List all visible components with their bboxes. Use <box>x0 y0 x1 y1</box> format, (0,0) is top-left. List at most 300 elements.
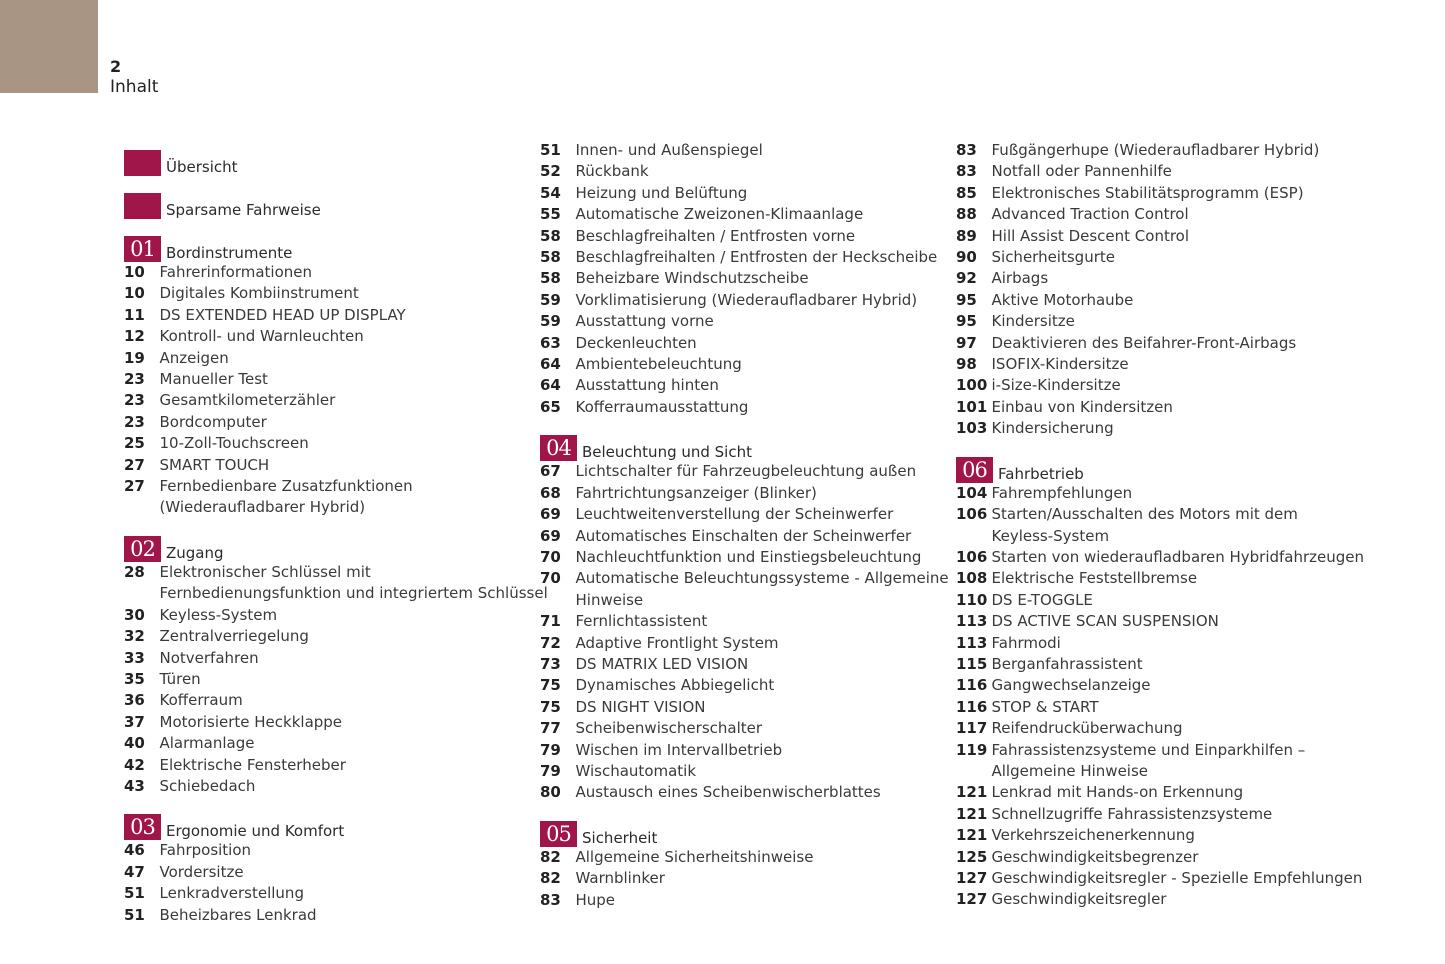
toc-entry-line: DS EXTENDED HEAD UP DISPLAY <box>159 305 406 324</box>
toc-entry[interactable] <box>540 461 949 482</box>
toc-entry-line: Digitales Kombiinstrument <box>159 284 359 303</box>
toc-entry-line: Fahrtrichtungsanzeiger (Blinker) <box>575 483 817 502</box>
toc-page-number: 97 <box>956 333 977 352</box>
toc-entry[interactable] <box>540 333 949 354</box>
toc-entry-text <box>160 605 278 626</box>
toc-entry-line: ISOFIX-Kindersitze <box>991 355 1129 374</box>
toc-entry[interactable] <box>540 740 949 761</box>
toc-page-number: 47 <box>124 862 145 881</box>
chapter-badge: 02 <box>124 536 161 562</box>
toc-entry-text <box>992 654 1143 675</box>
toc-page-number: 27 <box>124 477 145 496</box>
toc-entry[interactable] <box>956 354 1364 375</box>
toc-entry-text <box>992 247 1115 268</box>
toc-entry-text <box>992 568 1198 589</box>
toc-page-number: 110 <box>956 590 988 609</box>
toc-entry-line: Warnblinker <box>575 869 665 888</box>
toc-entry[interactable] <box>124 905 548 926</box>
toc-page-number: 33 <box>124 648 145 667</box>
toc-entry[interactable] <box>540 697 949 718</box>
toc-entry-line: Fahrposition <box>159 841 252 860</box>
chapter-badge: 06 <box>956 457 993 483</box>
toc-entry[interactable] <box>956 654 1364 675</box>
toc-page-number: 58 <box>540 248 561 267</box>
toc-entry-text <box>992 782 1244 803</box>
toc-entry-line: Zentralverriegelung <box>159 627 309 646</box>
toc-entry[interactable] <box>124 883 548 904</box>
toc-page-number: 92 <box>956 269 977 288</box>
toc-entry[interactable] <box>956 740 1364 783</box>
toc-entry[interactable] <box>124 862 548 883</box>
toc-entry-text <box>160 455 270 476</box>
toc-entry-text <box>160 562 548 605</box>
toc-entry[interactable] <box>956 633 1364 654</box>
toc-entry-line: Kindersicherung <box>991 419 1114 438</box>
section-title: Sparsame Fahrweise <box>166 201 321 219</box>
toc-entry-text <box>576 890 616 911</box>
toc-page-number: 25 <box>124 434 145 453</box>
toc-entry[interactable] <box>124 283 548 304</box>
toc-entry[interactable] <box>956 568 1364 589</box>
toc-page-number: 127 <box>956 869 988 887</box>
toc-entry-text <box>576 633 779 654</box>
toc-entry-text <box>992 697 1099 718</box>
toc-entry[interactable] <box>124 348 548 369</box>
toc-entry-text <box>160 755 346 776</box>
toc-entry[interactable] <box>540 140 949 161</box>
toc-entry-line: Ausstattung hinten <box>575 376 719 395</box>
toc-entry-line: Starten/Ausschalten des Motors mit dem <box>991 505 1298 524</box>
toc-entry-line: Berganfahrassistent <box>991 654 1143 673</box>
toc-entry-text <box>160 690 243 711</box>
toc-entry-line: Geschwindigkeitsbegrenzer <box>991 847 1199 866</box>
toc-page-number: 64 <box>540 355 561 374</box>
toc-page-number: 83 <box>956 162 977 181</box>
toc-entry[interactable] <box>124 412 548 433</box>
toc-entry[interactable] <box>540 354 949 375</box>
toc-entry[interactable] <box>956 782 1364 803</box>
toc-column-2 <box>540 140 949 911</box>
toc-page-number: 73 <box>540 654 561 673</box>
toc-entry[interactable] <box>540 375 949 396</box>
toc-page-number: 82 <box>540 847 561 866</box>
toc-entry[interactable] <box>540 483 949 504</box>
toc-page-number: 59 <box>540 290 561 309</box>
toc-entry-line: Vorklimatisierung (Wiederaufladbarer Hybrid) <box>575 290 918 309</box>
toc-page-number: 89 <box>956 226 977 245</box>
toc-entry-text <box>992 740 1306 783</box>
toc-page-number: 69 <box>540 505 561 524</box>
toc-entry[interactable] <box>956 290 1364 311</box>
toc-entry[interactable] <box>124 433 548 454</box>
toc-entry[interactable] <box>540 868 949 889</box>
toc-entry-text <box>160 305 406 326</box>
toc-entry-line: Schnellzugriffe Fahrassistenzsysteme <box>991 804 1273 823</box>
toc-entry-text <box>992 268 1049 289</box>
toc-entry[interactable] <box>540 654 949 675</box>
toc-entry[interactable] <box>956 397 1364 418</box>
toc-entry-text <box>992 633 1061 654</box>
toc-entry[interactable] <box>956 590 1364 611</box>
toc-page-number: 72 <box>540 633 561 652</box>
toc-entry[interactable] <box>540 568 949 611</box>
toc-entry-line: Adaptive Frontlight System <box>575 633 779 652</box>
toc-page-number: 42 <box>124 755 145 774</box>
toc-page-number: 67 <box>540 462 561 481</box>
toc-page-number: 71 <box>540 612 561 631</box>
toc-entry[interactable] <box>956 140 1364 161</box>
toc-entry[interactable] <box>124 326 548 347</box>
toc-entry[interactable] <box>956 889 1364 910</box>
toc-entry[interactable] <box>124 669 548 690</box>
toc-entry-text <box>576 740 783 761</box>
toc-entry-line: Lenkrad mit Hands-on Erkennung <box>991 783 1244 802</box>
toc-entry-line: Hinweise <box>575 590 644 609</box>
section-title: Zugang <box>166 543 224 562</box>
toc-entry[interactable] <box>540 782 949 803</box>
toc-entry[interactable] <box>956 868 1364 889</box>
toc-section <box>124 804 548 926</box>
toc-entry-text <box>160 883 304 904</box>
toc-entry[interactable] <box>540 311 949 332</box>
section-heading[interactable] <box>124 526 548 562</box>
toc-page-number: 43 <box>124 776 145 795</box>
toc-entry[interactable] <box>540 247 949 268</box>
toc-entry[interactable] <box>540 675 949 696</box>
toc-page-number: 37 <box>124 712 145 731</box>
toc-entry[interactable] <box>956 161 1364 182</box>
toc-entry-line: Automatische Zweizonen-Klimaanlage <box>575 205 864 224</box>
toc-entry[interactable] <box>124 390 548 411</box>
toc-entry-text <box>992 354 1129 375</box>
toc-entry[interactable] <box>956 268 1364 289</box>
toc-entry[interactable] <box>124 840 548 861</box>
toc-entry-text <box>160 262 313 283</box>
toc-entry-text <box>576 311 714 332</box>
toc-entry-text <box>160 905 317 926</box>
toc-entry-line: Keyless-System <box>159 605 278 624</box>
section-heading[interactable] <box>124 140 548 176</box>
toc-entry-line: Deckenleuchten <box>575 333 697 352</box>
toc-entry[interactable] <box>540 268 949 289</box>
toc-entry-line: Keyless-System <box>991 526 1110 545</box>
toc-entry-line: Elektronisches Stabilitätsprogramm (ESP) <box>991 183 1304 202</box>
toc-entry-line: Reifendrucküberwachung <box>991 719 1183 738</box>
toc-page-number: 82 <box>540 869 561 888</box>
toc-entry[interactable] <box>124 369 548 390</box>
toc-entry-text <box>992 504 1298 547</box>
toc-entry-text <box>992 311 1075 332</box>
page-title: Inhalt <box>110 77 159 97</box>
toc-page-number: 95 <box>956 290 977 309</box>
toc-entry-text <box>992 161 1172 182</box>
toc-entry[interactable] <box>540 761 949 782</box>
toc-entry[interactable] <box>124 605 548 626</box>
toc-page-number: 11 <box>124 305 145 324</box>
toc-page-number: 77 <box>540 719 561 738</box>
toc-page-number: 30 <box>124 605 145 624</box>
toc-entry-line: Fußgängerhupe (Wiederaufladbarer Hybrid) <box>991 141 1320 159</box>
toc-entry-line: Elektronischer Schlüssel mit <box>159 562 371 581</box>
toc-page-number: 75 <box>540 676 561 695</box>
toc-entry-text <box>160 348 229 369</box>
toc-page-number: 98 <box>956 355 977 374</box>
toc-page-number: 12 <box>124 327 145 346</box>
toc-entry[interactable] <box>540 504 949 525</box>
toc-entry[interactable] <box>956 804 1364 825</box>
toc-entry-text <box>992 675 1151 696</box>
toc-entry-line: Verkehrszeichenerkennung <box>991 826 1195 845</box>
toc-page-number: 51 <box>124 884 145 903</box>
toc-entry[interactable] <box>124 262 548 283</box>
toc-entry[interactable] <box>956 204 1364 225</box>
toc-entry-text <box>160 862 244 883</box>
toc-page-number: 23 <box>124 370 145 389</box>
toc-entry-line: Einbau von Kindersitzen <box>991 397 1173 416</box>
toc-entry[interactable] <box>956 611 1364 632</box>
toc-entry[interactable] <box>124 562 548 605</box>
toc-entry-line: Notverfahren <box>159 648 259 667</box>
toc-entry[interactable] <box>956 483 1364 504</box>
toc-entry[interactable] <box>540 226 949 247</box>
toc-entry-text <box>576 161 649 182</box>
toc-page-number: 64 <box>540 376 561 395</box>
toc-entry-text <box>576 761 697 782</box>
toc-entry[interactable] <box>540 290 949 311</box>
toc-entry[interactable] <box>540 547 949 568</box>
toc-entry[interactable] <box>540 161 949 182</box>
toc-entry-line: Starten von wiederaufladbaren Hybridfahrzeugen <box>991 547 1365 566</box>
toc-entry[interactable] <box>956 825 1364 846</box>
toc-entry-line: Fahrerinformationen <box>159 263 312 281</box>
toc-entry-line: Hill Assist Descent Control <box>991 226 1190 245</box>
toc-entry[interactable] <box>956 183 1364 204</box>
toc-section <box>956 140 1364 440</box>
toc-entry[interactable] <box>124 476 548 519</box>
toc-entry-line: Allgemeine Hinweise <box>991 761 1149 780</box>
toc-page-number: 116 <box>956 676 988 695</box>
toc-entry[interactable] <box>540 204 949 225</box>
toc-entry[interactable] <box>956 247 1364 268</box>
toc-entry-text <box>160 283 359 304</box>
toc-entry-text <box>576 504 894 525</box>
toc-entry[interactable] <box>956 418 1364 439</box>
toc-entry-line: 10-Zoll-Touchscreen <box>159 434 309 453</box>
toc-entry-line: Geschwindigkeitsregler <box>991 890 1167 909</box>
toc-entry-text <box>576 547 922 568</box>
toc-entry[interactable] <box>540 611 949 632</box>
toc-entry-text <box>992 418 1114 439</box>
toc-entry-text <box>576 847 814 868</box>
toc-page-number: 58 <box>540 269 561 288</box>
toc-entry[interactable] <box>124 712 548 733</box>
toc-entry-line: Allgemeine Sicherheitshinweise <box>575 847 814 866</box>
toc-page-number: 51 <box>124 905 145 924</box>
toc-entry-line: Fernbedienungsfunktion und integriertem Schlüssel <box>159 584 548 603</box>
toc-entry-line: STOP & START <box>991 697 1099 716</box>
toc-page-number: 10 <box>124 284 145 303</box>
toc-entry-line: Schiebedach <box>159 776 256 795</box>
toc-page-number: 75 <box>540 697 561 716</box>
toc-entry-line: Kofferraumausstattung <box>575 397 749 416</box>
toc-entry-line: Airbags <box>991 269 1049 288</box>
toc-entry[interactable] <box>540 183 949 204</box>
toc-entry-text <box>992 804 1273 825</box>
toc-entry[interactable] <box>124 755 548 776</box>
section-heading[interactable] <box>124 804 548 840</box>
section-heading[interactable] <box>124 183 548 219</box>
toc-entry-text <box>576 675 775 696</box>
toc-page-number: 79 <box>540 761 561 780</box>
toc-entry-line: Fernbedienbare Zusatzfunktionen <box>159 477 413 496</box>
chapter-badge: 03 <box>124 814 161 840</box>
section-heading[interactable] <box>540 425 949 461</box>
toc-entry[interactable] <box>956 847 1364 868</box>
section-title: Ergonomie und Komfort <box>166 822 345 841</box>
toc-entry-line: Fahrassistenzsysteme und Einparkhilfen – <box>991 740 1306 759</box>
toc-page-number: 55 <box>540 205 561 224</box>
page-number: 2 <box>110 57 122 76</box>
chapter-badge: 05 <box>540 821 577 847</box>
toc-entry-text <box>576 226 856 247</box>
toc-entry-line: Kindersitze <box>991 312 1075 331</box>
toc-entry-line: Lenkradverstellung <box>159 884 304 903</box>
toc-entry-line: Gangwechselanzeige <box>991 676 1151 695</box>
toc-entry-text <box>576 268 809 289</box>
toc-entry[interactable] <box>956 675 1364 696</box>
section-heading[interactable] <box>956 447 1364 483</box>
toc-entry[interactable] <box>540 847 949 868</box>
toc-page-number: 35 <box>124 669 145 688</box>
toc-entry-line: Geschwindigkeitsregler - Spezielle Empfehlungen <box>991 869 1363 887</box>
toc-entry-line: Fernlichtassistent <box>575 612 708 631</box>
toc-entry[interactable] <box>956 504 1364 547</box>
toc-entry-line: Fahrempfehlungen <box>991 483 1133 502</box>
toc-entry-line: Fahrmodi <box>991 633 1061 652</box>
toc-entry[interactable] <box>956 697 1364 718</box>
toc-page-number: 52 <box>540 162 561 181</box>
toc-entry[interactable] <box>124 733 548 754</box>
toc-entry-text <box>992 397 1173 418</box>
toc-entry-line: Kofferraum <box>159 691 243 710</box>
toc-entry-line: DS ACTIVE SCAN SUSPENSION <box>991 612 1219 631</box>
toc-page-number: 36 <box>124 691 145 710</box>
toc-page-number: 51 <box>540 141 561 159</box>
chapter-badge: 01 <box>124 236 161 262</box>
toc-entry[interactable] <box>124 455 548 476</box>
toc-entry-text <box>160 433 309 454</box>
toc-entry-text <box>160 648 259 669</box>
toc-entry-line: Alarmanlage <box>159 734 255 753</box>
toc-page-number: 80 <box>540 783 561 802</box>
toc-section <box>956 447 1364 911</box>
toc-entry[interactable] <box>956 375 1364 396</box>
toc-entry-line: Aktive Motorhaube <box>991 290 1134 309</box>
toc-entry[interactable] <box>124 776 548 797</box>
toc-entry-line: Automatisches Einschalten der Scheinwerfer <box>575 526 912 545</box>
section-heading[interactable] <box>124 226 548 262</box>
toc-section <box>124 226 548 519</box>
corner-tab <box>0 0 98 93</box>
toc-entry-line: Scheibenwischerschalter <box>575 719 763 738</box>
toc-entry-line: Ausstattung vorne <box>575 312 714 331</box>
toc-column-3 <box>956 140 1364 911</box>
toc-page-number: 113 <box>956 633 988 652</box>
toc-entry-text <box>576 868 665 889</box>
toc-page-number: 127 <box>956 890 988 909</box>
toc-entry[interactable] <box>540 718 949 739</box>
toc-entry-text <box>992 183 1304 204</box>
toc-entry-text <box>992 140 1320 161</box>
toc-entry-line: (Wiederaufladbarer Hybrid) <box>159 498 366 517</box>
toc-page-number: 104 <box>956 483 988 502</box>
toc-page-number: 83 <box>540 890 561 909</box>
toc-entry-text <box>576 375 719 396</box>
toc-entry[interactable] <box>540 633 949 654</box>
toc-page-number: 121 <box>956 783 988 802</box>
toc-page-number: 113 <box>956 612 988 631</box>
toc-entry-text <box>576 718 763 739</box>
toc-page-number: 106 <box>956 547 988 566</box>
toc-entry[interactable] <box>124 305 548 326</box>
toc-entry-text <box>576 654 749 675</box>
toc-entry[interactable] <box>956 333 1364 354</box>
toc-entry-text <box>576 140 763 161</box>
toc-entry-line: Manueller Test <box>159 370 268 389</box>
toc-entry[interactable] <box>956 226 1364 247</box>
toc-entry-line: DS NIGHT VISION <box>575 697 706 716</box>
toc-entry-text <box>160 369 268 390</box>
toc-page-number: 119 <box>956 740 988 759</box>
toc-entry-line: Wischautomatik <box>575 761 697 780</box>
toc-page-number: 79 <box>540 740 561 759</box>
toc-entry[interactable] <box>956 311 1364 332</box>
toc-entry[interactable] <box>956 718 1364 739</box>
toc-entry[interactable] <box>540 397 949 418</box>
toc-entry-line: Beschlagfreihalten / Entfrosten der Heckscheibe <box>575 248 938 267</box>
toc-entry-text <box>160 326 364 347</box>
toc-entry-line: Innen- und Außenspiegel <box>575 141 763 159</box>
toc-entry[interactable] <box>124 626 548 647</box>
toc-entry-text <box>576 782 881 803</box>
chapter-badge <box>124 150 161 176</box>
toc-entry[interactable] <box>540 890 949 911</box>
toc-entry[interactable] <box>540 526 949 547</box>
toc-page-number: 23 <box>124 412 145 431</box>
toc-section <box>540 811 949 911</box>
toc-page-number: 19 <box>124 348 145 367</box>
toc-entry-text <box>160 733 255 754</box>
toc-page-number: 58 <box>540 226 561 245</box>
toc-page-number: 88 <box>956 205 977 224</box>
chapter-badge <box>124 193 161 219</box>
toc-entry-text <box>576 290 918 311</box>
toc-entry[interactable] <box>124 690 548 711</box>
toc-page-number: 103 <box>956 419 988 438</box>
toc-entry-text <box>992 226 1190 247</box>
toc-entry-line: Elektrische Feststellbremse <box>991 569 1198 588</box>
toc-entry[interactable] <box>124 648 548 669</box>
toc-section <box>540 140 949 418</box>
toc-page-number: 125 <box>956 847 988 866</box>
section-heading[interactable] <box>540 811 949 847</box>
toc-entry-text <box>992 375 1121 396</box>
toc-entry-text <box>992 290 1134 311</box>
toc-entry[interactable] <box>956 547 1364 568</box>
toc-entry-text <box>992 825 1195 846</box>
toc-page-number: 65 <box>540 397 561 416</box>
toc-entry-text <box>576 183 748 204</box>
